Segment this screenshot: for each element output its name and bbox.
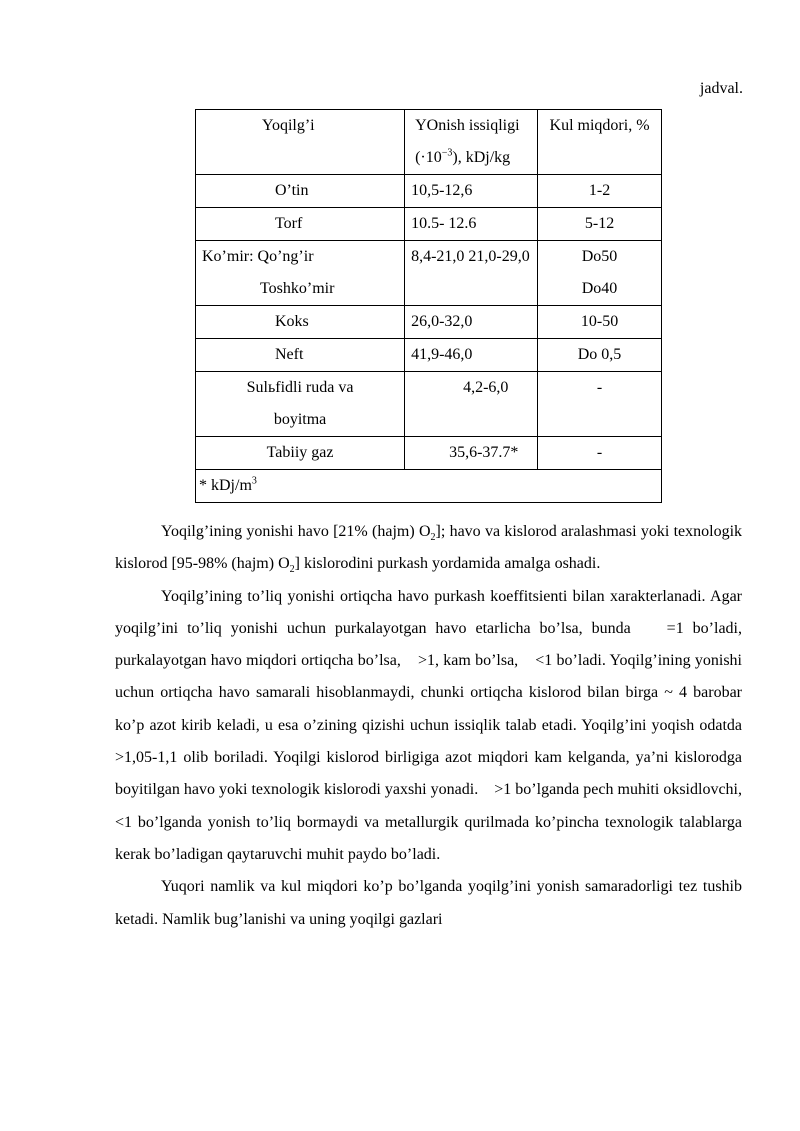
cell-ash	[538, 241, 662, 306]
cell-heat	[405, 339, 538, 372]
cell-heat	[405, 437, 538, 470]
cell-heat	[405, 241, 538, 306]
cell-fuel: Koks	[196, 306, 405, 339]
header-heat-base: ·10	[420, 149, 442, 166]
paragraph-3: Yuqori namlik va kul miqdori ko’p bo’lganda yoqilg’ini yonish samaradorligi tez tushib ketadi. Namlik bug’lanishi va uning yoqilgi gazlari	[115, 878, 742, 928]
cell-fuel: O’tin	[196, 175, 405, 208]
cell-heat-value-line2: 21,0-29,0	[468, 248, 530, 265]
cell-ash-line2: Do40	[581, 280, 618, 297]
cell-ash-line1: Do50	[581, 248, 618, 265]
paragraph-1-part-c: ] kislorodini purkash yordamida amalga oshadi.	[294, 555, 601, 573]
cell-ash: 1-2	[538, 175, 662, 208]
table-row	[196, 208, 662, 241]
cell-heat-value: 41,9-46,0	[411, 346, 473, 363]
table-note-text: * kDj/m	[199, 477, 252, 494]
cell-heat	[405, 208, 538, 241]
cell-fuel	[196, 241, 405, 306]
cell-heat-value: 35,6-37.7*	[449, 444, 519, 461]
paragraph-1	[115, 516, 742, 581]
header-heat-unit: ), kDj/kg	[452, 149, 511, 166]
table-note-row	[196, 470, 662, 503]
cell-heat-value-line1: 8,4-21,0	[411, 248, 465, 265]
paragraph-1-part-b: ]; havo va kislorod aralashmasi yoki texnologik kislorod [95-98% (hajm) O	[115, 523, 743, 573]
header-ash: Kul miqdori, %	[538, 110, 662, 175]
cell-heat	[405, 175, 538, 208]
header-fuel: Yoqilg’i	[196, 110, 405, 175]
body-text	[115, 516, 758, 936]
header-heat-line2	[415, 149, 510, 166]
cell-ash: Do 0,5	[538, 339, 662, 372]
cell-ash: -	[538, 437, 662, 470]
header-heat-paren-open: (	[415, 149, 421, 166]
cell-heat-value: 26,0-32,0	[411, 313, 473, 330]
cell-heat	[405, 306, 538, 339]
header-heat-line1: YOnish issiqligi	[415, 117, 520, 134]
table-note	[196, 470, 662, 503]
paragraph-2: Yoqilg’ining to’liq yonishi ortiqcha havo purkash koeffitsienti bilan xarakterlanadi. Agar yoqilg’ini to’liq yonishi uchun purkalayotgan havo etarlicha bo’lsa, bunda =1 bo’ladi, purkalayotgan havo miqdori ortiqcha bo’lsa, >1, kam bo’lsa, <1 bo’ladi. Yoqilg’ining yonishi uchun ortiqcha havo samarali hisoblanmaydi, chunki ortiqcha kislorod bilan birga ~ 4 barobar ko’p azot kirib keladi, u esa o’zining qizishi uchun issiqlik talab etadi. Yoqilg’ini yoqish odatda >1,05-1,1 olib boriladi. Yoqilgi kislorod birligiga azot miqdori kam kelganda, ya’ni kislorodga boyitilgan havo yoki texnologik kislorodi yaxshi yonadi. >1 bo’lganda pech muhiti oksidlovchi, <1 bo’lganda yonish to’liq bormaydi va metallurgik qurilmada ko’pincha texnologik talablarga kerak bo’ladigan qaytaruvchi muhit paydo bo’ladi.	[115, 587, 758, 863]
cell-heat-value: 10,5-12,6	[411, 182, 473, 199]
cell-fuel-line2: boyitma	[273, 411, 327, 428]
cell-ash: 5-12	[538, 208, 662, 241]
cell-fuel-line1: Sulьfidli ruda va	[246, 379, 354, 396]
paragraph-1-part-a: Yoqilg’ining yonishi havo [21% (hajm) O	[161, 523, 431, 540]
cell-heat-value: 10.5- 12.6	[411, 215, 477, 232]
table-note-superscript: 3	[251, 475, 257, 487]
table-row	[196, 306, 662, 339]
cell-fuel-line1: Ko’mir: Qo’ng’ir	[202, 248, 314, 265]
cell-ash: 10-50	[538, 306, 662, 339]
cell-fuel	[196, 372, 405, 437]
table-header-row	[196, 110, 662, 175]
fuel-table	[195, 109, 662, 503]
table-row	[196, 175, 662, 208]
paragraph-1-subscript-2: 2	[289, 564, 295, 576]
table-row	[196, 241, 662, 306]
table-row	[196, 437, 662, 470]
cell-heat	[405, 372, 538, 437]
header-heat	[405, 110, 538, 175]
cell-fuel: Tabiiy gaz	[196, 437, 405, 470]
table-row	[196, 372, 662, 437]
header-heat-exponent: −3	[441, 147, 453, 159]
cell-fuel: Neft	[196, 339, 405, 372]
paragraph-1-subscript-1: 2	[430, 532, 436, 544]
cell-fuel-line2: Toshko’mir	[260, 280, 335, 297]
table-row	[196, 339, 662, 372]
cell-ash: -	[538, 372, 662, 437]
cell-fuel: Torf	[196, 208, 405, 241]
cell-heat-value: 4,2-6,0	[463, 379, 509, 396]
table-caption: jadval.	[699, 80, 743, 97]
